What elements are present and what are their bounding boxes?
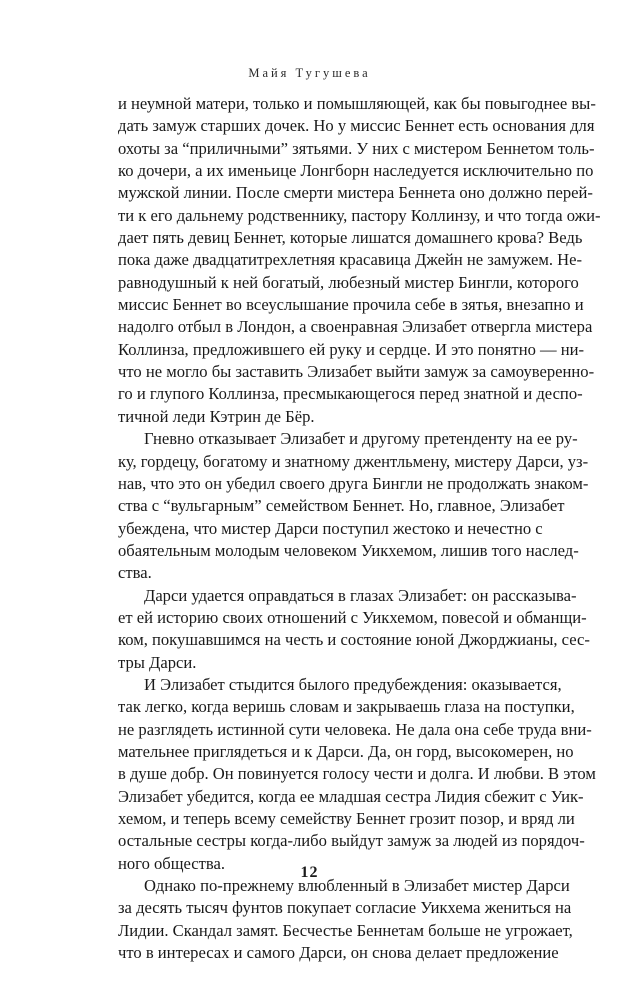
page-number: 12 — [300, 864, 319, 881]
text-line: что в интересах и самого Дарси, он снова делает предложение — [118, 943, 559, 963]
text-line: обаятельным молодым человеком Уикхемом, лишив того наслед- — [118, 540, 579, 560]
text-line: так легко, когда веришь словам и закрываешь глаза на поступки, — [118, 697, 575, 717]
text-line: убеждена, что мистер Дарси поступил жестоко и нечестно с — [118, 518, 543, 538]
text-line: ку, гордецу, богатому и знатному джентльмену, мистеру Дарси, уз- — [118, 451, 589, 471]
running-head-author: Майя Тугушева — [248, 66, 371, 80]
text-line: миссис Беннет во всеуслышание прочила себе в зятья, внезапно и — [118, 295, 584, 315]
text-line: тичной леди Кэтрин де Бёр. — [118, 406, 315, 426]
text-line: надолго отбыл в Лондон, а своенравная Элизабет отвергла мистера — [118, 317, 593, 337]
text-line: ного общества. — [118, 853, 226, 873]
text-line: за десять тысяч фунтов покупает согласие Уикхема жениться на — [118, 898, 572, 918]
text-line: ком, покушавшимся на честь и состояние юной Джорджианы, сес- — [118, 630, 590, 650]
text-line: И Элизабет стыдится былого предубеждения: оказывается, — [144, 674, 562, 694]
text-line: ко дочери, а их именьице Лонгборн наследуется исключительно по — [118, 161, 594, 181]
text-line: Однако по-прежнему влюбленный в Элизабет мистер Дарси — [144, 876, 570, 896]
text-line: Элизабет убедится, когда ее младшая сестра Лидия сбежит с Уик- — [118, 786, 584, 806]
text-line: равнодушный к ней богатый, любезный мистер Бингли, которого — [118, 272, 579, 292]
text-line: ти к его дальнему родственнику, пастору Коллинзу, и что тогда ожи- — [118, 205, 601, 225]
text-line: тры Дарси. — [118, 652, 197, 672]
text-line: Гневно отказывает Элизабет и другому претенденту на ее ру- — [144, 429, 578, 449]
text-line: го и глупого Коллинза, пресмыкающегося перед знатной и деспо- — [118, 384, 583, 404]
text-line: дать замуж старших дочек. Но у миссис Беннет есть основания для — [118, 116, 595, 136]
text-line: ства с “вульгарным” семейством Беннет. Но, главное, Элизабет — [118, 496, 565, 516]
text-line: не разглядеть истинной сути человека. Не дала она себе труда вни- — [118, 719, 592, 739]
text-line: Коллинза, предложившего ей руку и сердце. И это понятно — ни- — [118, 339, 585, 359]
text-line: в душе добр. Он повинуется голосу чести и долга. И любви. В этом — [118, 764, 596, 784]
text-line: и неумной матери, только и помышляющей, как бы повыгоднее вы- — [118, 94, 596, 113]
text-line: Дарси удается оправдаться в глазах Элизабет: он рассказыва- — [144, 585, 577, 605]
text-line: ства. — [118, 563, 152, 583]
text-line: ет ей историю своих отношений с Уикхемом, повесой и обманщи- — [118, 607, 587, 627]
text-line: мательнее приглядеться и к Дарси. Да, он горд, высокомерен, но — [118, 741, 574, 761]
text-line: остальные сестры когда-либо выйдут замуж за людей из порядоч- — [118, 831, 585, 851]
body-text — [118, 93, 601, 964]
text-line: нав, что это он убедил своего друга Бингли не продолжать знаком- — [118, 473, 589, 493]
text-line: охоты за “приличными” зятьями. У них с мистером Беннетом толь- — [118, 138, 595, 158]
text-line: что не могло бы заставить Элизабет выйти замуж за самоуверенно- — [118, 362, 595, 382]
text-line: Лидии. Скандал замят. Бесчестье Беннетам больше не угрожает, — [118, 920, 573, 940]
text-line: пока даже двадцатитрехлетняя красавица Джейн не замужем. Не- — [118, 250, 583, 270]
text-line: хемом, и теперь всему семейству Беннет грозит позор, и вряд ли — [118, 809, 575, 828]
text-line: дает пять девиц Беннет, которые лишатся домашнего крова? Ведь — [118, 228, 583, 248]
text-line: мужской линии. После смерти мистера Беннета оно должно перей- — [118, 183, 593, 203]
